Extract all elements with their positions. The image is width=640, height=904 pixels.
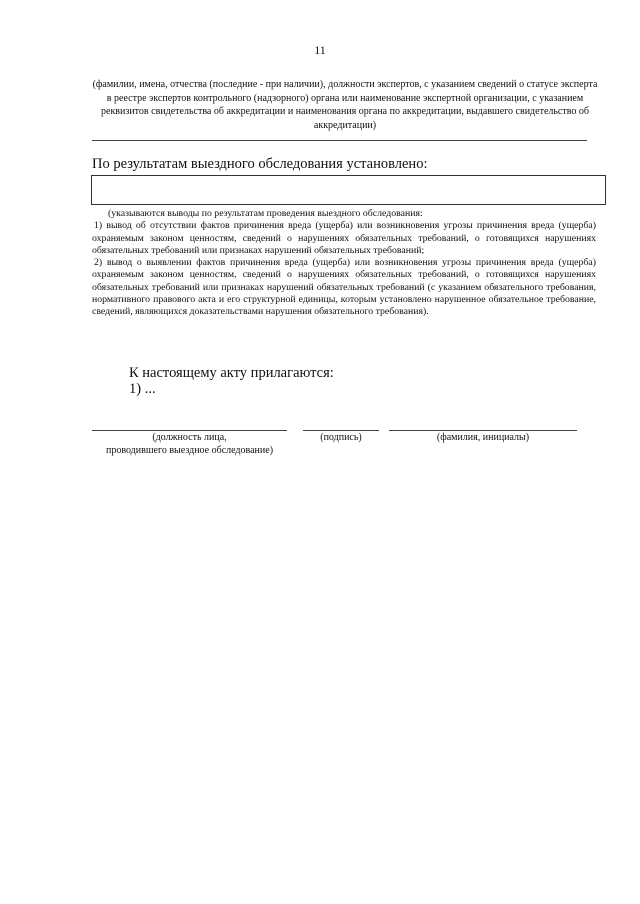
findings-input-box[interactable]	[91, 175, 606, 205]
page-number: 11	[314, 43, 326, 57]
experts-note: (фамилии, имена, отчества (последние - при наличии), должности экспертов, с указанием сведений о статусе эксперта в реестре экспертов контрольного (надзорного) органа или наименование экспертной организации, с указанием реквизитов свидетельства об аккредитации и наименования органа по аккредитации, выдавшего свидетельство об аккредитации)	[92, 79, 598, 131]
findings-note-item-1: 1) вывод об отсутствии фактов причинения вреда (ущерба) или возникновения угрозы причинения вреда (ущерба) охраняемым законом ценностям, сведений о нарушениях обязательных требований, о готовящихся нарушениях обязательных требований или признаках нарушений обязательных требований;	[92, 220, 596, 256]
position-caption-line-2: проводившего выездное обследование)	[105, 445, 274, 456]
name-caption: (фамилия, инициалы)	[436, 432, 530, 443]
findings-note-item-2: 2) вывод о выявлении фактов причинения вреда (ущерба) или возникновения угрозы причинения вреда (ущерба) охраняемым законом ценностям, сведений о нарушениях обязательных требований, о готовящихся нарушениях обязательных требований или признаках нарушений обязательных требований (с указанием обязательного требования, нормативного правового акта и его структурной единицы, которым установлено нарушенное обязательное требование, сведений, являющихся доказательствами нарушения обязательного требования).	[92, 257, 596, 318]
findings-title: По результатам выездного обследования установлено:	[92, 156, 428, 172]
position-caption	[92, 431, 287, 457]
attachments-item-1: 1) ...	[129, 381, 156, 397]
attachments-title: К настоящему акту прилагаются:	[129, 365, 334, 381]
findings-note	[92, 208, 596, 319]
experts-underline	[92, 140, 587, 141]
signature-caption: (подпись)	[320, 432, 362, 443]
findings-note-intro: (указываются выводы по результатам проведения выездного обследования:	[108, 208, 423, 219]
position-caption-line-1: (должность лица,	[152, 432, 227, 443]
